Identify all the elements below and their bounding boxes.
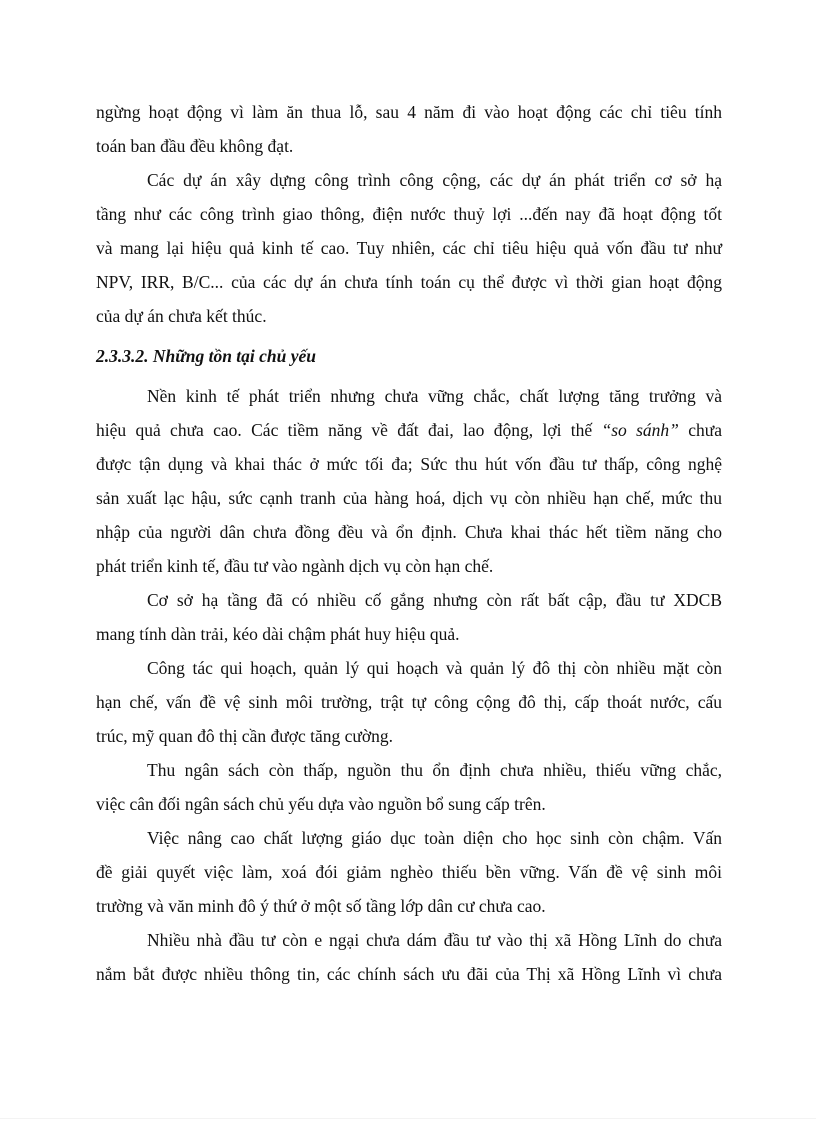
paragraph-public-works	[96, 163, 722, 333]
text-line: Các dự án xây dựng công trình công cộng, các dự án phát triển cơ sở hạ	[147, 170, 722, 190]
text-line: toán ban đầu đều không đạt.	[96, 136, 294, 156]
emphasis-text: “so sánh”	[601, 420, 679, 440]
text-line: đề giải quyết việc làm, xoá đói giảm nghèo thiếu bền vững. Vấn đề vệ sinh môi	[96, 862, 722, 882]
paragraph-budget	[96, 753, 722, 821]
paragraph-infrastructure	[96, 583, 722, 651]
text-line: Việc nâng cao chất lượng giáo dục toàn diện cho học sinh còn chậm. Vấn	[147, 828, 722, 848]
text-line: nắm bắt được nhiều thông tin, các chính sách ưu đãi của Thị xã Hồng Lĩnh vì chưa	[96, 964, 722, 984]
text-line: phát triển kinh tế, đầu tư vào ngành dịch vụ còn hạn chế.	[96, 556, 494, 576]
text-line: mang tính dàn trải, kéo dài chậm phát huy hiệu quả.	[96, 624, 460, 644]
text-line: Thu ngân sách còn thấp, nguồn thu ổn định chưa nhiều, thiếu vững chắc,	[147, 760, 722, 780]
text-line: nhập của người dân chưa đồng đều và ổn định. Chưa khai thác hết tiềm năng cho	[96, 522, 722, 542]
section-heading: 2.3.3.2. Những tồn tại chủ yếu	[96, 346, 317, 366]
text-line: Nhiều nhà đầu tư còn e ngại chưa dám đầu tư vào thị xã Hồng Lĩnh do chưa	[147, 930, 722, 950]
text-line: sản xuất lạc hậu, sức cạnh tranh của hàng hoá, dịch vụ còn nhiều hạn chế, mức thu	[96, 488, 722, 508]
paragraph-education	[96, 821, 722, 923]
text-line: việc cân đối ngân sách chủ yếu dựa vào nguồn bổ sung cấp trên.	[96, 794, 546, 814]
paragraph-economy	[96, 379, 722, 583]
text-line: trường và văn minh đô ý thứ ở một số tầng lớp dân cư chưa cao.	[96, 896, 546, 916]
text-line: và mang lại hiệu quả kinh tế cao. Tuy nhiên, các chỉ tiêu hiệu quả vốn đầu tư như	[96, 238, 722, 258]
text-line	[96, 413, 722, 447]
text-line: tầng như các công trình giao thông, điện nước thuỷ lợi ...đến nay đã hoạt động tốt	[96, 204, 722, 224]
paragraph-project-failure	[96, 95, 722, 163]
text-line: Cơ sở hạ tầng đã có nhiều cố gắng nhưng còn rất bất cập, đầu tư XDCB	[147, 590, 722, 610]
text-line: trúc, mỹ quan đô thị cần được tăng cường.	[96, 726, 393, 746]
text-line: được tận dụng và khai thác ở mức tối đa; Sức thu hút vốn đầu tư thấp, công nghệ	[96, 454, 722, 474]
text-line: của dự án chưa kết thúc.	[96, 306, 267, 326]
page-bottom-edge	[0, 1118, 816, 1119]
text-line: Nền kinh tế phát triển nhưng chưa vững chắc, chất lượng tăng trưởng và	[147, 386, 722, 406]
document-page	[96, 95, 722, 991]
text-line: Công tác qui hoạch, quản lý qui hoạch và quản lý đô thị còn nhiều mặt còn	[147, 658, 722, 678]
text-run: chưa	[678, 420, 723, 440]
paragraph-urban-planning	[96, 651, 722, 753]
text-line: NPV, IRR, B/C... của các dự án chưa tính toán cụ thể được vì thời gian hoạt động	[96, 272, 722, 292]
text-line: hạn chế, vấn đề vệ sinh môi trường, trật tự công cộng đô thị, cấp thoát nước, cấu	[96, 692, 722, 712]
paragraph-investors	[96, 923, 722, 991]
text-run: hiệu quả chưa cao. Các tiềm năng về đất đai, lao động, lợi thế	[96, 420, 602, 440]
text-line: ngừng hoạt động vì làm ăn thua lỗ, sau 4 năm đi vào hoạt động các chỉ tiêu tính	[96, 102, 722, 122]
